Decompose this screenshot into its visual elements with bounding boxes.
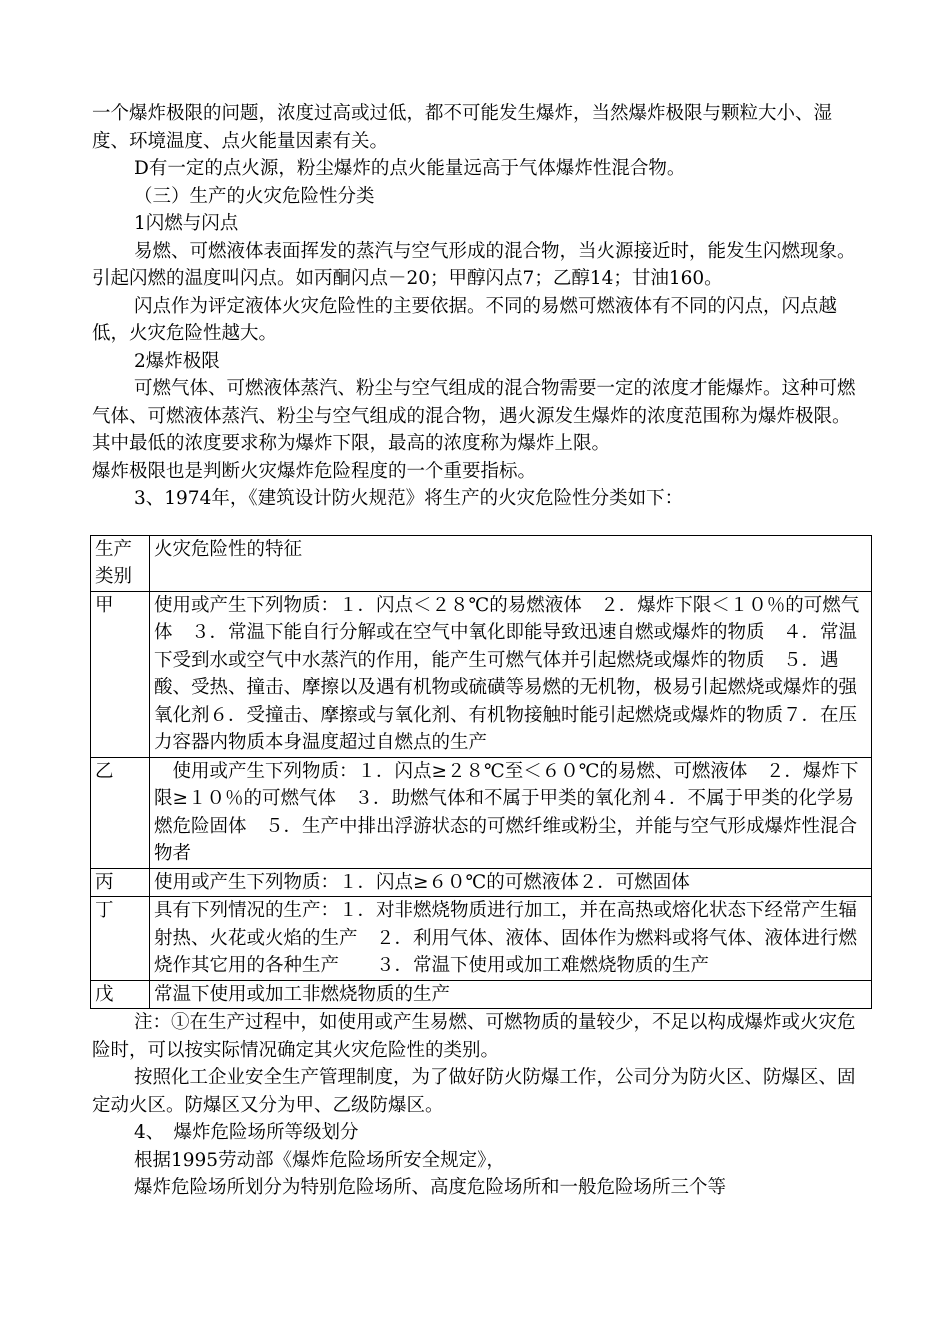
paragraph: 根据1995劳动部《爆炸危险场所安全规定》， (134, 1149, 505, 1171)
feature-cell: 使用或产生下列物质：１．闪点≥６０℃的可燃液体２．可燃固体 (150, 868, 872, 897)
paragraph: 爆炸极限也是判断火灾爆炸危险程度的一个重要指标。 (92, 460, 537, 482)
table-header-row (91, 535, 872, 591)
feature-cell: 使用或产生下列物质：１．闪点≥２８℃至＜６０℃的易燃、可燃液体 ２．爆炸下限≥１０％的可燃气体 ３．助燃气体和不属于甲类的氧化剂４．不属于甲类的化学易燃危险固体 ５．生产中排出浮游状态的可燃纤维或粉尘，并能与空气形成爆炸性混合物者 (150, 757, 872, 868)
paragraph: 4、 爆炸危险场所等级划分 (134, 1122, 359, 1143)
feature-cell: 使用或产生下列物质：１．闪点＜２８℃的易燃液体 ２．爆炸下限＜１０％的可燃气体 ３．常温下能自行分解或在空气中氧化即能导致迅速自燃或爆炸的物质 ４．常温下受到水或空气中水蒸汽的作用，能产生可燃气体并引起燃烧或爆炸的物质 ５．遇酸、受热、撞击、摩擦以及遇有机物或硫磺等易燃的无机物，极易引起燃烧或爆炸的强氧化剂６．受撞击、摩擦或与氧化剂、有机物接触时能引起燃烧或爆炸的物质７．在压力容器内物质本身温度超过自燃点的生产 (150, 591, 872, 757)
table-row (91, 591, 872, 757)
category-cell: 戊 (91, 980, 150, 1009)
paragraph: D有一定的点火源，粉尘爆炸的点火能量远高于气体爆炸性混合物。 (134, 158, 686, 179)
paragraph: （三）生产的火灾危险性分类 (134, 185, 375, 207)
paragraph: 可燃气体、可燃液体蒸汽、粉尘与空气组成的混合物需要一定的浓度才能爆炸。这种可燃气体、可燃液体蒸汽、粉尘与空气组成的混合物，遇火源发生爆炸的浓度范围称为爆炸极限。其中最低的浓度要求称为爆炸下限，最高的浓度称为爆炸上限。 (92, 378, 856, 454)
category-cell: 丁 (91, 897, 150, 981)
body-text-bottom (92, 1009, 862, 1202)
paragraph: 2爆炸极限 (134, 350, 220, 372)
table-row (91, 757, 872, 868)
header-category-cell: 生产类别 (91, 535, 150, 591)
paragraph: 爆炸危险场所划分为特别危险场所、高度危险场所和一般危险场所三个等 (134, 1177, 727, 1198)
header-feature-cell: 火灾危险性的特征 (150, 535, 872, 591)
paragraph: 注：①在生产过程中，如使用或产生易燃、可燃物质的量较少，不足以构成爆炸或火灾危险时，可以按实际情况确定其火灾危险性的类别。 (92, 1012, 856, 1061)
feature-cell: 常温下使用或加工非燃烧物质的生产 (150, 980, 872, 1009)
fire-hazard-classification-table (90, 535, 872, 1010)
category-cell: 甲 (91, 591, 150, 757)
table-row (91, 868, 872, 897)
paragraph: 易燃、可燃液体表面挥发的蒸汽与空气形成的混合物，当火源接近时，能发生闪燃现象。引起闪燃的温度叫闪点。如丙酮闪点－20；甲醇闪点7；乙醇14；甘油160。 (92, 240, 856, 289)
feature-cell: 具有下列情况的生产：１．对非燃烧物质进行加工，并在高热或熔化状态下经常产生辐射热、火花或火焰的生产 ２．利用气体、液体、固体作为燃料或将气体、液体进行燃烧作其它用的各种生产 ３．常温下使用或加工难燃烧物质的生产 (150, 897, 872, 981)
paragraph: 1闪燃与闪点 (134, 213, 239, 234)
table-row (91, 897, 872, 981)
category-cell: 丙 (91, 868, 150, 897)
table-row (91, 980, 872, 1009)
paragraph: 3、1974年，《建筑设计防火规范》将生产的火灾危险性分类如下： (134, 488, 684, 509)
paragraph: 闪点作为评定液体火灾危险性的主要依据。不同的易燃可燃液体有不同的闪点，闪点越低，火灾危险性越大。 (92, 295, 838, 344)
body-text-top (92, 100, 862, 513)
category-cell: 乙 (91, 757, 150, 868)
document-page (92, 100, 862, 1202)
paragraph: 一个爆炸极限的问题，浓度过高或过低，都不可能发生爆炸，当然爆炸极限与颗粒大小、湿度、环境温度、点火能量因素有关。 (92, 103, 833, 152)
paragraph: 按照化工企业安全生产管理制度，为了做好防火防爆工作，公司分为防火区、防爆区、固定动火区。防爆区又分为甲、乙级防爆区。 (92, 1067, 856, 1116)
fire-hazard-table-wrapper (92, 535, 862, 1010)
